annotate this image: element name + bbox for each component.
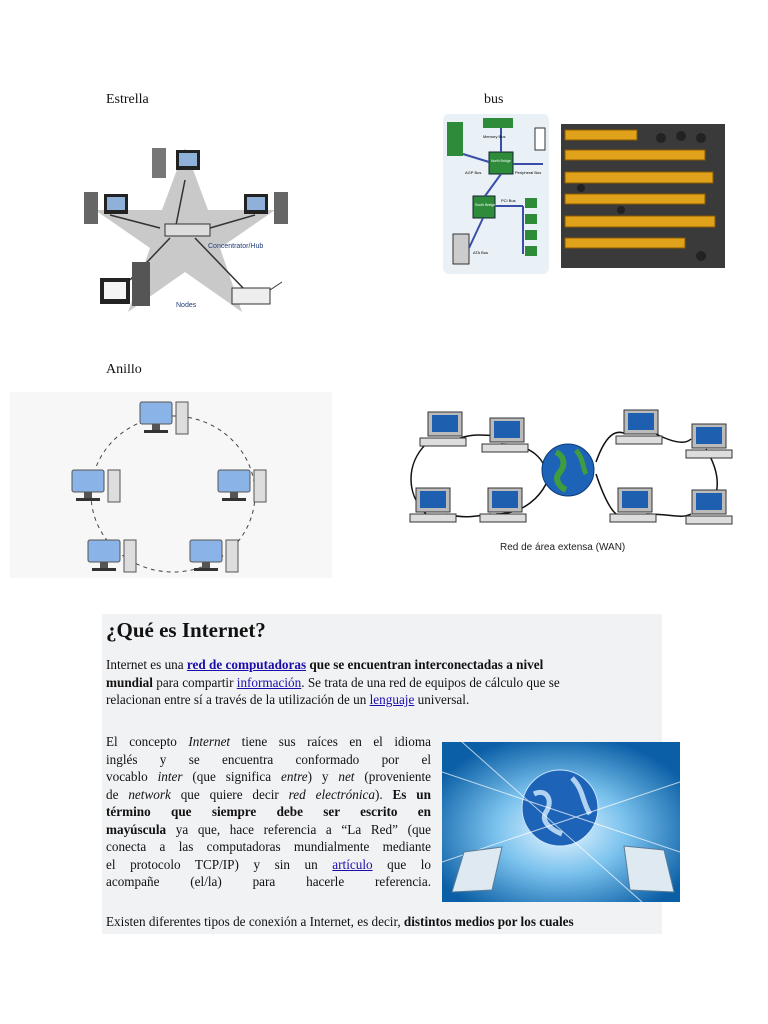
- hub-label: Concentrator/Hub: [208, 243, 264, 250]
- p2-text: de: [106, 786, 129, 802]
- p2-italic: Internet: [188, 734, 231, 749]
- wan-caption: Red de área extensa (WAN): [500, 542, 626, 553]
- p2-italic: net: [338, 769, 355, 784]
- p2-bold-line: término que siempre debe ser escrito en: [106, 804, 431, 819]
- p1-bold: que se encuentran interconectadas a nivel: [306, 657, 544, 672]
- p2-text: ) y: [307, 769, 339, 784]
- link-articulo[interactable]: artículo: [332, 856, 373, 872]
- p3-text: Existen diferentes tipos de conexión a Internet, es decir,: [106, 914, 404, 929]
- bus-label-pci: PCI Bus: [501, 198, 516, 203]
- nodes-label: Nodes: [176, 302, 197, 309]
- motherboard-slots-photo: [561, 124, 725, 268]
- p2-line: inglés y se encuentra conformado por el: [106, 751, 431, 767]
- article-title: ¿Qué es Internet?: [106, 618, 266, 642]
- p2-text: ).: [374, 786, 393, 802]
- bus-label-ata: ATA Bus: [473, 250, 488, 255]
- computer-icon: [410, 488, 456, 522]
- p1-text: para compartir: [152, 674, 237, 690]
- computer-icon: [616, 410, 662, 444]
- computer-icon: [686, 490, 732, 524]
- star-label: Estrella: [106, 92, 149, 107]
- p2-text: El concepto: [106, 734, 189, 749]
- p1-bold-mundial: mundial: [106, 674, 153, 690]
- p2-text: que lo: [372, 856, 431, 872]
- p1-text: Internet es una: [106, 657, 187, 672]
- p2-text: el protocolo TCP/IP) y sin un: [106, 856, 333, 872]
- p1-text: universal.: [414, 692, 470, 707]
- p2-text: (proveniente: [354, 769, 431, 784]
- computer-icon: [686, 424, 732, 458]
- p1-text: relacionan entre sí a través de la utilización de un: [106, 692, 370, 707]
- bus-label-agp: AGP Bus: [465, 170, 482, 175]
- computer-icon: [420, 412, 466, 446]
- bus-label-south-bridge: South Bridge: [475, 203, 496, 207]
- link-red-de-computadoras[interactable]: red de computadoras: [186, 657, 307, 672]
- p3-bold: distintos medios por los cuales: [403, 914, 574, 929]
- computer-icon: [100, 262, 150, 306]
- internet-globe-image: [442, 742, 680, 902]
- paragraph-3: [106, 913, 666, 931]
- computer-icon: [480, 488, 526, 522]
- p2-italic: red electrónica: [288, 786, 375, 802]
- p2-text: ya que, hace referencia a “La Red” (que: [166, 821, 431, 837]
- p2-text: tiene sus raíces en el idioma: [230, 734, 431, 749]
- p1-text: . Se trata de una red de equipos de cálculo que se: [301, 674, 560, 690]
- p2-text: vocablo: [106, 769, 158, 784]
- bus-label-peripheral: Peripheral Bus: [515, 170, 542, 175]
- globe-icon: [542, 444, 594, 496]
- computer-icon: [610, 488, 656, 522]
- p2-bold: Es un: [392, 786, 431, 802]
- ring-label: Anillo: [106, 364, 142, 376]
- paragraph-1: [106, 656, 626, 709]
- star-topology-diagram: [80, 140, 290, 320]
- bus-diagram: [443, 114, 549, 274]
- p2-italic: network: [128, 786, 171, 802]
- bus-label-north-bridge: North Bridge: [491, 159, 511, 163]
- wan-diagram: [406, 404, 742, 560]
- p2-text: (que significa: [182, 769, 282, 784]
- ring-topology-diagram: [10, 392, 332, 578]
- hub-icon: [165, 224, 210, 236]
- p2-line: acompañe (el/la) para hacerle referencia.: [106, 874, 431, 889]
- p2-bold: mayúscula: [106, 821, 167, 837]
- bus-label: bus: [484, 92, 504, 107]
- p2-line: conecta a las computadoras mundialmente mediante: [106, 839, 431, 854]
- paragraph-2: [106, 733, 431, 891]
- link-informacion[interactable]: información: [236, 674, 302, 690]
- p2-text: que quiere decir: [170, 786, 289, 802]
- link-lenguaje[interactable]: lenguaje: [369, 692, 415, 707]
- bus-label-memory: Memory Bus: [483, 134, 506, 139]
- p2-italic: entre: [281, 769, 308, 784]
- p2-italic: inter: [157, 769, 183, 784]
